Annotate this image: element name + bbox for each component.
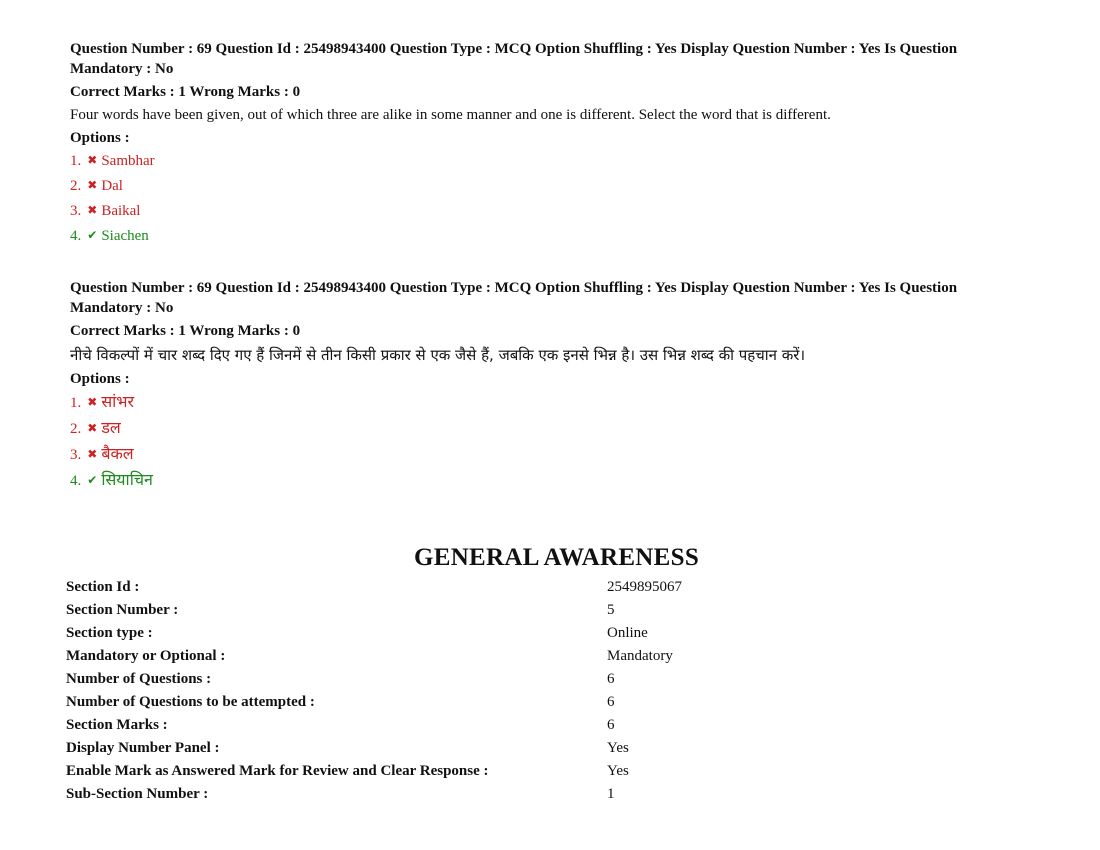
option-label: Dal [101,178,123,194]
section-info-value: Yes [607,740,629,756]
section-info-value: 2549895067 [607,579,682,595]
cross-icon: ✖ [87,421,98,435]
section-info-key: Section Marks : [66,717,168,733]
section-info-value: Online [607,625,648,641]
section-info-value: Mandatory [607,648,673,664]
options-label: Options : [70,371,130,387]
section-info-value: 6 [607,671,615,687]
section-info-key: Section type : [66,625,153,641]
section-info-key: Section Number : [66,602,179,618]
section-info-value: 5 [607,602,615,618]
section-info-key: Section Id : [66,579,140,595]
section-info-key: Sub-Section Number : [66,786,209,802]
cross-icon: ✖ [87,178,98,192]
option-2 [70,173,1030,198]
question-block-hindi [70,279,1030,493]
question-text: नीचे विकल्पों में चार शब्द दिए गए हैं जिनमें से तीन किसी प्रकार से एक जैसे हैं, जबकि एक इनसे भिन्न है। उस भिन्न शब्द की पहचान करें। [70,346,806,364]
option-label: बैकल [101,444,134,463]
section-info-value: 6 [607,694,615,710]
option-number: 2. [70,178,82,194]
option-label: सियाचिन [101,470,153,489]
cross-icon: ✖ [87,153,98,167]
option-2 [70,415,1030,441]
question-text: Four words have been given, out of which three are alike in some manner and one is different. Select the word that is different. [70,107,831,123]
option-label: Sambhar [101,153,155,169]
section-info-key: Mandatory or Optional : [66,648,226,664]
option-number: 4. [70,228,82,244]
section-info-row [66,737,907,760]
section-info-key: Number of Questions : [66,671,212,687]
section-info-key: Number of Questions to be attempted : [66,694,315,710]
section-info-value: 6 [607,717,615,733]
option-4 [70,467,1030,493]
question-marks: Correct Marks : 1 Wrong Marks : 0 [70,323,301,339]
option-label: सांभर [101,392,135,411]
section-info-value: Yes [607,763,629,779]
section-info-row [66,691,907,714]
options-label: Options : [70,130,130,146]
option-1 [70,148,1030,173]
section-info-row [66,622,907,645]
option-label: Siachen [101,228,149,244]
option-number: 3. [70,203,82,219]
section-info-row [66,783,907,806]
section-info-key: Enable Mark as Answered Mark for Review and Clear Response : [66,763,489,779]
section-info-row [66,760,907,783]
section-info-row [66,576,907,599]
option-1 [70,389,1030,415]
section-info-row [66,668,907,691]
option-3 [70,441,1030,467]
question-meta: Question Number : 69 Question Id : 25498943400 Question Type : MCQ Option Shuffling : Yes Display Question Number : Yes Is Question Mandatory : No [70,280,958,316]
option-3 [70,198,1030,223]
section-info-row [66,599,907,622]
cross-icon: ✖ [87,395,98,409]
cross-icon: ✖ [87,203,98,217]
section-info-value: 1 [607,786,615,802]
question-marks: Correct Marks : 1 Wrong Marks : 0 [70,84,301,100]
option-label: डल [101,418,121,437]
section-info-key: Display Number Panel : [66,740,220,756]
question-meta: Question Number : 69 Question Id : 25498943400 Question Type : MCQ Option Shuffling : Yes Display Question Number : Yes Is Question Mandatory : No [70,41,958,77]
option-number: 1. [70,395,82,411]
section-info-table [66,576,907,806]
check-icon: ✔ [87,473,98,487]
option-number: 1. [70,153,82,169]
section-info-row [66,645,907,668]
option-number: 2. [70,421,82,437]
section-info-row [66,714,907,737]
check-icon: ✔ [87,228,98,242]
option-label: Baikal [101,203,141,219]
section-title: GENERAL AWARENESS [413,544,700,571]
option-number: 4. [70,473,82,489]
option-number: 3. [70,447,82,463]
option-4 [70,223,1030,248]
question-block-english [70,40,1030,248]
cross-icon: ✖ [87,447,98,461]
